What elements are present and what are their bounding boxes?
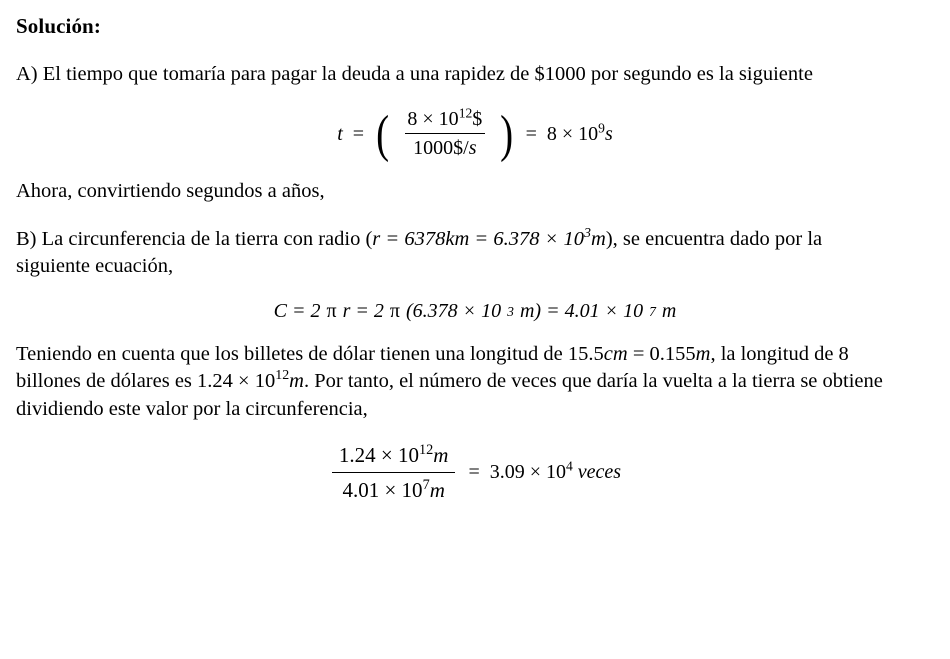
equation2-text-3: (6.378 × 10 <box>406 300 502 322</box>
equation1-equals-2: = <box>525 122 537 145</box>
equation3-numerator <box>329 443 459 472</box>
equation-time-to-pay <box>16 105 934 163</box>
page-title: Solución: <box>16 14 101 38</box>
equation3-numerator-text: 1.24 × 10 <box>338 442 419 467</box>
equation3-fraction <box>329 443 459 503</box>
equation3-result-unit: veces <box>577 461 622 484</box>
equation3-denominator-unit: m <box>429 477 445 502</box>
paragraph-b-radius: r = 6378km = 6.378 × 10 <box>372 227 585 250</box>
paragraph-c-exponent: 12 <box>275 368 290 384</box>
equation1-numerator-unit: $ <box>472 108 483 131</box>
equation2-unit-1: m) = 4.01 × 10 <box>519 300 644 322</box>
equation3-numerator-unit: m <box>433 442 449 467</box>
equation2-text-2: r = 2 <box>342 300 384 322</box>
paragraph-c-unit: m <box>289 370 304 393</box>
left-paren: ( <box>376 105 390 163</box>
equation3-result <box>489 458 622 484</box>
paragraph-c-text-1: Teniendo en cuenta que los billetes de dólar tienen una longitud de 15.5 <box>16 343 604 365</box>
equation1-numerator-exponent: 12 <box>458 105 473 121</box>
equation2-text-1: C = 2 <box>273 300 321 322</box>
paragraph-c-cm: cm <box>603 343 628 365</box>
paragraph-part-a: A) El tiempo que tomaría para pagar la deuda a una rapidez de $1000 por segundo es la siguiente <box>16 63 813 85</box>
paragraph-c-text-4: . Por tanto, el número de veces que daría la vuelta a la tierra se obtiene dividiendo este valor por la circunferencia, <box>16 370 883 420</box>
equation3-numerator-exponent: 12 <box>419 441 434 458</box>
equation2-pi-2: π <box>389 300 401 322</box>
paragraph-b-text-1: B) La circunferencia de la tierra con radio ( <box>16 227 373 250</box>
equation3-result-text: 3.09 × 10 <box>489 461 566 484</box>
equation2-pi-1: π <box>326 300 337 322</box>
equation1-lhs: t <box>337 122 343 145</box>
paragraph-b-radius-exponent: 3 <box>584 225 592 241</box>
equation3-denominator-text: 4.01 × 10 <box>342 477 423 502</box>
equation1-rhs <box>546 120 613 146</box>
equation3-denominator-exponent: 7 <box>422 476 430 493</box>
equation3-denominator <box>332 472 454 503</box>
equation2-unit-2: m <box>661 300 677 322</box>
paragraph-part-b <box>16 226 896 281</box>
equation1-rhs-exponent: 9 <box>598 120 605 136</box>
equation1-denominator <box>405 133 484 160</box>
paragraph-c-m: m <box>695 343 711 365</box>
paragraph-b-radius-unit: m <box>591 227 606 250</box>
equation3-result-exponent: 4 <box>566 458 573 474</box>
paragraph-c-text-2: = 0.155 <box>627 343 696 365</box>
paragraph-c-text-3: , la longitud de 8 billones de dólares es 1.24 × 10 <box>16 343 849 393</box>
equation1-equals-1: = <box>352 122 365 145</box>
equation1-fraction <box>399 105 490 160</box>
paragraph-part-c <box>16 341 896 423</box>
equation1-denominator-unit: s <box>468 137 477 160</box>
equation1-denominator-text: 1000$/ <box>413 137 469 160</box>
right-paren: ) <box>500 105 514 163</box>
equation1-numerator-text: 8 × 10 <box>407 108 459 131</box>
equation-number-of-times <box>16 443 934 503</box>
paragraph-b-text-2: ), se encuentra dado por la siguiente ecuación, <box>16 227 823 277</box>
equation1-rhs-text: 8 × 10 <box>546 122 599 145</box>
equation1-numerator <box>399 105 490 133</box>
equation3-equals: = <box>468 461 480 484</box>
paragraph-convert-seconds: Ahora, convirtiendo segundos a años, <box>16 180 325 203</box>
equation-circumference: C = 2 π r = 2 π (6.378 × 10 3 m) = 4.01 × 10 7 m <box>273 300 677 322</box>
equation1-rhs-unit: s <box>604 122 613 145</box>
